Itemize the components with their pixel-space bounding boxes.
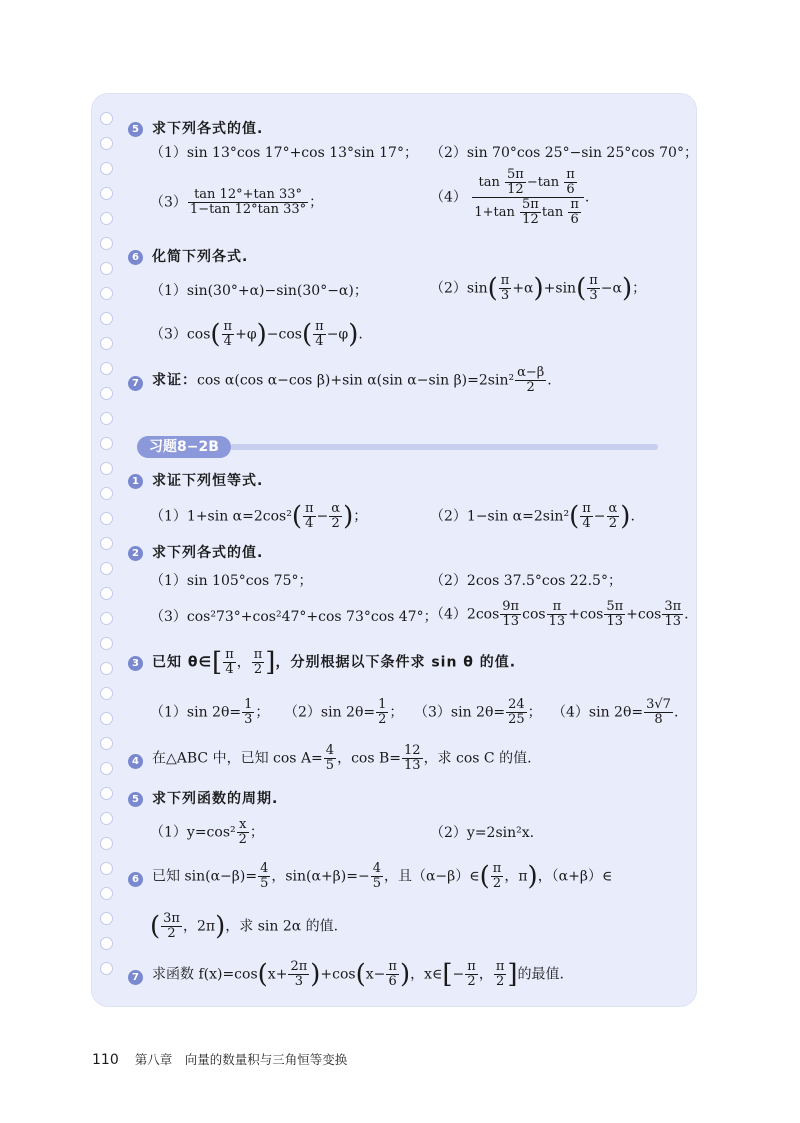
chapter-title: 第八章 向量的数量积与三角恒等变换 bbox=[134, 1052, 348, 1067]
section-divider bbox=[230, 444, 658, 450]
ring-hole-icon bbox=[100, 962, 113, 975]
question-title: 求证下列恒等式. bbox=[152, 473, 264, 489]
proof-statement: 求证：cos α(cos α−cos β)+sin α(sin α−sin β)=2sin² $\frac{\alpha-\beta}{2}$ . bbox=[152, 365, 552, 395]
ring-hole-icon bbox=[100, 262, 113, 275]
ring-hole-icon bbox=[100, 737, 113, 750]
subquestion-1: （1）sin 105°cos 75°； bbox=[150, 573, 313, 589]
ring-hole-icon bbox=[100, 537, 113, 550]
question-number-badge: 5 bbox=[128, 122, 143, 137]
subquestion-1: （1）y=cos² $\frac{x}{2}$ ； bbox=[150, 817, 264, 847]
ring-hole-icon bbox=[100, 487, 113, 500]
question-title: 求下列各式的值. bbox=[152, 545, 264, 561]
question-number-badge: 4 bbox=[128, 754, 143, 769]
subquestion-3: （3）cos²73°+cos²47°+cos 73°cos 47°； bbox=[150, 609, 438, 625]
ring-hole-icon bbox=[100, 112, 113, 125]
question-title: 化简下列各式. bbox=[152, 249, 249, 265]
subquestion-2: （2）sin 70°cos 25°−sin 25°cos 70°； bbox=[430, 145, 698, 161]
condition-2: （2）sin 2θ= $\frac{1}{2}$ ； bbox=[284, 697, 404, 727]
ring-hole-icon bbox=[100, 787, 113, 800]
ring-hole-icon bbox=[100, 337, 113, 350]
ring-hole-icon bbox=[100, 387, 113, 400]
ring-hole-icon bbox=[100, 587, 113, 600]
condition-1: （1）sin 2θ= $\frac{1}{3}$ ； bbox=[150, 697, 270, 727]
question-number-badge: 3 bbox=[128, 656, 143, 671]
subquestion-1: （1）sin 13°cos 17°+cos 13°sin 17°； bbox=[150, 145, 418, 161]
subquestion-2: （2）1−sin α=2sin²( $\frac{\pi}{4}$ − $\frac{\alpha}{2}$ ). bbox=[430, 501, 635, 532]
subquestion-2: （2）y=2sin²x. bbox=[430, 825, 535, 841]
ring-hole-icon bbox=[100, 312, 113, 325]
ring-hole-icon bbox=[100, 437, 113, 450]
ring-hole-icon bbox=[100, 862, 113, 875]
question-title: 求下列函数的周期. bbox=[152, 791, 279, 807]
ring-hole-icon bbox=[100, 287, 113, 300]
ring-hole-icon bbox=[100, 512, 113, 525]
ring-hole-icon bbox=[100, 687, 113, 700]
ring-hole-icon bbox=[100, 137, 113, 150]
ring-hole-icon bbox=[100, 712, 113, 725]
subquestion-4: （4） tan $\frac{5\pi}{12}$ −tan $\frac{\pi}{6}$ 1+tan $\frac{5\pi}{12}$ tan $\frac{\pi}{6}$ . bbox=[430, 167, 590, 227]
question-text: 已知 θ∈[ $\frac{\pi}{4}$ ， $\frac{\pi}{2}$ ]，分别根据以下条件求 sin θ 的值. bbox=[152, 647, 517, 678]
condition-4: （4）sin 2θ= $\frac{3√7}{8}$ . bbox=[552, 697, 679, 727]
ring-hole-icon bbox=[100, 812, 113, 825]
question-text-line1: 已知 sin(α−β)= $\frac{4}{5}$ ，sin(α+β)=− $\frac{4}{5}$ ，且（α−β）∈( $\frac{\pi}{2}$ ，π)，（α+β）∈ bbox=[152, 861, 613, 892]
subquestion-1: （1）1+sin α=2cos²( $\frac{\pi}{4}$ − $\frac{\alpha}{2}$ )； bbox=[150, 501, 368, 532]
condition-3: （3）sin 2θ= $\frac{24}{25}$ ； bbox=[414, 697, 542, 727]
question-title: 求下列各式的值. bbox=[152, 121, 264, 137]
question-number-badge: 1 bbox=[128, 474, 143, 489]
binder-rings bbox=[100, 112, 116, 992]
section-tag: 习题8−2B bbox=[137, 436, 231, 458]
subquestion-3: （3）cos( $\frac{\pi}{4}$ +φ)−cos( $\frac{\pi}{4}$ −φ). bbox=[150, 319, 363, 350]
subquestion-1: （1）sin(30°+α)−sin(30°−α)； bbox=[150, 283, 368, 299]
ring-hole-icon bbox=[100, 662, 113, 675]
ring-hole-icon bbox=[100, 187, 113, 200]
question-number-badge: 7 bbox=[128, 376, 143, 391]
page-number: 110 bbox=[92, 1052, 119, 1068]
ring-hole-icon bbox=[100, 412, 113, 425]
ring-hole-icon bbox=[100, 162, 113, 175]
page-footer bbox=[92, 1050, 347, 1068]
ring-hole-icon bbox=[100, 362, 113, 375]
subquestion-2: （2）sin( $\frac{\pi}{3}$ +α)+sin( $\frac{\pi}{3}$ −α)； bbox=[430, 273, 647, 304]
question-text: 求函数 f(x)=cos(x+ $\frac{2\pi}{3}$ )+cos(x− $\frac{\pi}{6}$ )，x∈[− $\frac{\pi}{2}$ ， $\frac{\pi}{2}$ ]的最值. bbox=[152, 959, 564, 990]
ring-hole-icon bbox=[100, 562, 113, 575]
question-number-badge: 6 bbox=[128, 872, 143, 887]
ring-hole-icon bbox=[100, 837, 113, 850]
question-number-badge: 6 bbox=[128, 250, 143, 265]
ring-hole-icon bbox=[100, 637, 113, 650]
question-text: 在△ABC 中，已知 cos A= $\frac{4}{5}$ ，cos B= $\frac{12}{13}$ ，求 cos C 的值. bbox=[152, 743, 532, 773]
ring-hole-icon bbox=[100, 212, 113, 225]
ring-hole-icon bbox=[100, 912, 113, 925]
ring-hole-icon bbox=[100, 462, 113, 475]
ring-hole-icon bbox=[100, 612, 113, 625]
question-number-badge: 7 bbox=[128, 970, 143, 985]
question-text-line2: ( $\frac{3\pi}{2}$ ，2π)，求 sin 2α 的值. bbox=[150, 911, 339, 942]
subquestion-3: （3） $\frac{\tan 12^\circ+\tan 33^\circ}{1-\tan 12^\circ\tan 33^\circ}$ ； bbox=[150, 187, 324, 217]
subquestion-2: （2）2cos 37.5°cos 22.5°； bbox=[430, 573, 622, 589]
question-number-badge: 5 bbox=[128, 792, 143, 807]
question-number-badge: 2 bbox=[128, 546, 143, 561]
ring-hole-icon bbox=[100, 887, 113, 900]
ring-hole-icon bbox=[100, 762, 113, 775]
subquestion-4: （4）2cos $\frac{9\pi}{13}$ cos $\frac{\pi}{13}$ +cos $\frac{5\pi}{13}$ +cos $\frac{3\pi}{13}$ . bbox=[430, 599, 689, 629]
ring-hole-icon bbox=[100, 937, 113, 950]
ring-hole-icon bbox=[100, 237, 113, 250]
